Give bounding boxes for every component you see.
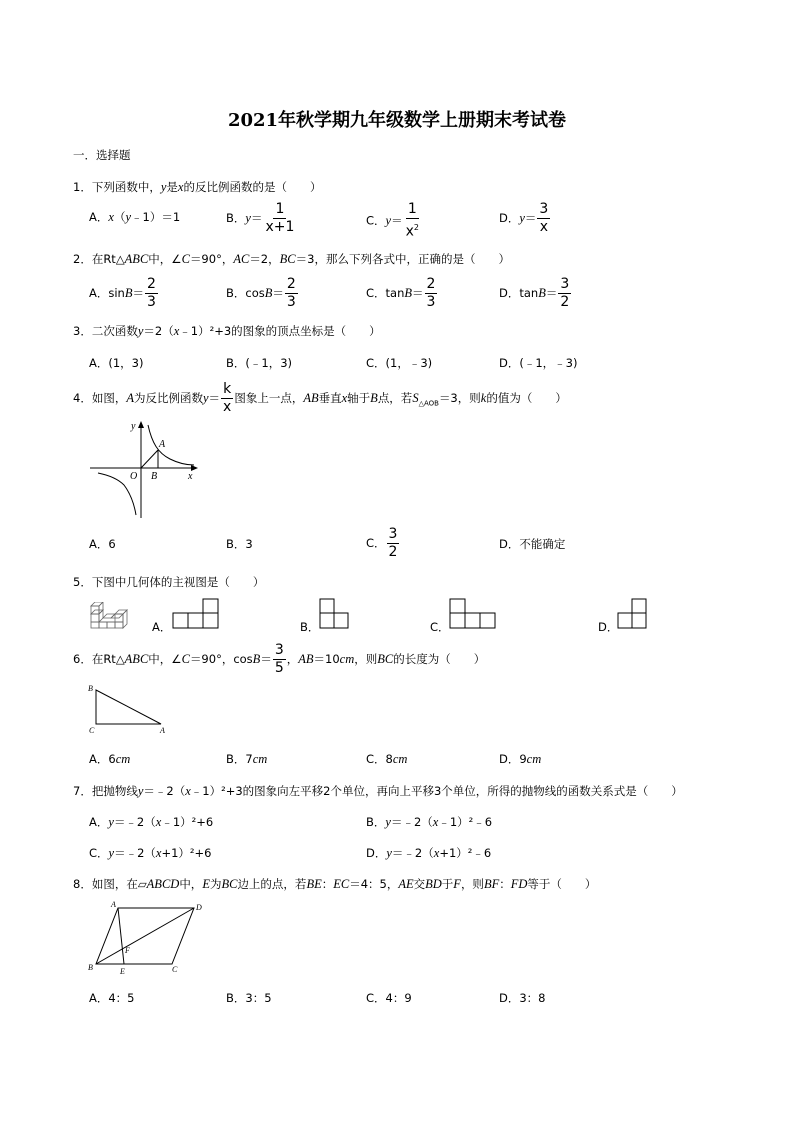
label-x: x xyxy=(188,471,193,482)
question-3-option-c[interactable]: C．(1，﹣3) xyxy=(366,356,433,370)
question-2-option-d[interactable]: D．tanB＝ $\frac{3}{2}$ xyxy=(499,276,570,310)
question-5-option-c[interactable]: C． xyxy=(430,620,450,634)
question-7-stem: 7．把抛物线y＝﹣2（x﹣1）²+3的图象向左平移2个单位，再向上平移3个单位，所得的抛物线的函数关系式是（ ） xyxy=(73,784,683,798)
label-b: B xyxy=(151,471,158,482)
question-1-option-c[interactable]: C．y＝ $\frac{1}{x^2}$ xyxy=(366,201,419,240)
question-6-option-a[interactable]: A．6cm xyxy=(89,752,131,766)
segment-oa xyxy=(141,450,158,468)
question-3-option-b[interactable]: B．(﹣1，3) xyxy=(226,356,292,370)
label-c: C xyxy=(172,965,178,974)
question-7-option-d[interactable]: D．y＝﹣2（x+1）²﹣6 xyxy=(366,846,492,860)
label-c: C xyxy=(89,726,95,735)
label-e: E xyxy=(120,967,125,976)
y-axis-arrow-icon xyxy=(138,421,144,428)
question-6-figure xyxy=(86,683,172,735)
question-8-option-c[interactable]: C．4：9 xyxy=(366,991,412,1005)
question-3-option-a[interactable]: A．(1，3) xyxy=(89,356,144,370)
question-8-option-a[interactable]: A．4：5 xyxy=(89,991,135,1005)
question-1-stem: 1．下列函数中，y是x的反比例函数的是（ ） xyxy=(73,180,322,194)
question-4-figure xyxy=(86,415,206,521)
diagonal-bd xyxy=(96,908,194,964)
question-5-option-c-figure[interactable] xyxy=(449,598,497,629)
question-3-stem: 3．二次函数y＝2（x﹣1）²+3的图象的顶点坐标是（ ） xyxy=(73,324,381,338)
label-b: B xyxy=(88,684,93,693)
question-7-option-a[interactable]: A．y＝﹣2（x﹣1）²+6 xyxy=(89,815,214,829)
segment-ae xyxy=(118,908,124,964)
question-3-option-d[interactable]: D．(﹣1，﹣3) xyxy=(499,356,578,370)
triangle-abc xyxy=(96,690,161,724)
question-7-option-b[interactable]: B．y＝﹣2（x﹣1）²﹣6 xyxy=(366,815,493,829)
question-4-option-d[interactable]: D．不能确定 xyxy=(499,537,566,551)
question-6-stem: 6．在Rt△ABC中，∠C＝90°，cosB＝ $\frac{3}{5}$ ，AB＝10cm，则BC的长度为（ ） xyxy=(73,642,486,676)
question-5-option-d-figure[interactable] xyxy=(617,598,649,629)
question-5-option-a[interactable]: A． xyxy=(152,620,172,634)
question-8-option-d[interactable]: D．3：8 xyxy=(499,991,546,1005)
question-1-option-a[interactable]: A．x（y﹣1）＝1 xyxy=(89,210,181,224)
question-6-option-d[interactable]: D．9cm xyxy=(499,752,542,766)
question-4-option-c[interactable]: C． $\frac{3}{2}$ xyxy=(366,526,398,560)
question-8-figure xyxy=(86,898,206,978)
label-d: D xyxy=(196,903,202,912)
question-5-option-b[interactable]: B． xyxy=(300,620,320,634)
question-2-option-c[interactable]: C．tanB＝ $\frac{2}{3}$ xyxy=(366,276,436,310)
label-a: A xyxy=(111,900,116,909)
hyperbola-branch-right xyxy=(148,425,194,465)
question-6-option-c[interactable]: C．8cm xyxy=(366,752,408,766)
question-2-stem: 2．在Rt△ABC中，∠C＝90°，AC＝2，BC＝3，那么下列各式中，正确的是（ ） xyxy=(73,252,510,266)
question-5-option-b-figure[interactable] xyxy=(319,598,351,629)
question-5-option-a-figure[interactable] xyxy=(172,598,220,629)
section-heading: 一．选择题 xyxy=(73,148,131,162)
question-1-option-b[interactable]: B．y＝ $\frac{1}{x+1}$ xyxy=(226,201,295,235)
question-8-option-b[interactable]: B．3：5 xyxy=(226,991,272,1005)
label-a: A xyxy=(160,726,165,735)
page-title: 2021年秋学期九年级数学上册期末考试卷 xyxy=(227,110,567,131)
question-4-stem: 4．如图，A为反比例函数y＝ $\frac{k}{x}$ 图象上一点，AB垂直x轴于B点，若$S_{\triangle AOB}=3$，则k的值为（ ） xyxy=(73,381,567,415)
question-8-stem: 8．如图，在▱ABCD中，E为BC边上的点，若BE：EC＝4：5，AE交BD于F，则BF：FD等于（ ） xyxy=(73,877,597,891)
question-7-option-c[interactable]: C．y＝﹣2（x+1）²+6 xyxy=(89,846,212,860)
label-y: y xyxy=(131,421,136,432)
question-1-option-d[interactable]: D．y＝ $\frac{3}{x}$ xyxy=(499,201,549,235)
label-o: O xyxy=(130,471,138,482)
question-2-option-b[interactable]: B．cosB＝ $\frac{2}{3}$ xyxy=(226,276,296,310)
question-5-option-d[interactable]: D． xyxy=(598,620,619,634)
question-5-stem: 5．下图中几何体的主视图是（ ） xyxy=(73,575,265,589)
question-4-option-b[interactable]: B．3 xyxy=(226,537,253,551)
label-f: F xyxy=(125,946,130,955)
label-a: A xyxy=(159,439,166,450)
question-6-option-b[interactable]: B．7cm xyxy=(226,752,268,766)
question-2-option-a[interactable]: A．sinB＝ $\frac{2}{3}$ xyxy=(89,276,156,310)
question-4-option-a[interactable]: A．6 xyxy=(89,537,116,551)
label-b: B xyxy=(88,963,93,972)
question-5-solid-figure xyxy=(89,602,129,630)
